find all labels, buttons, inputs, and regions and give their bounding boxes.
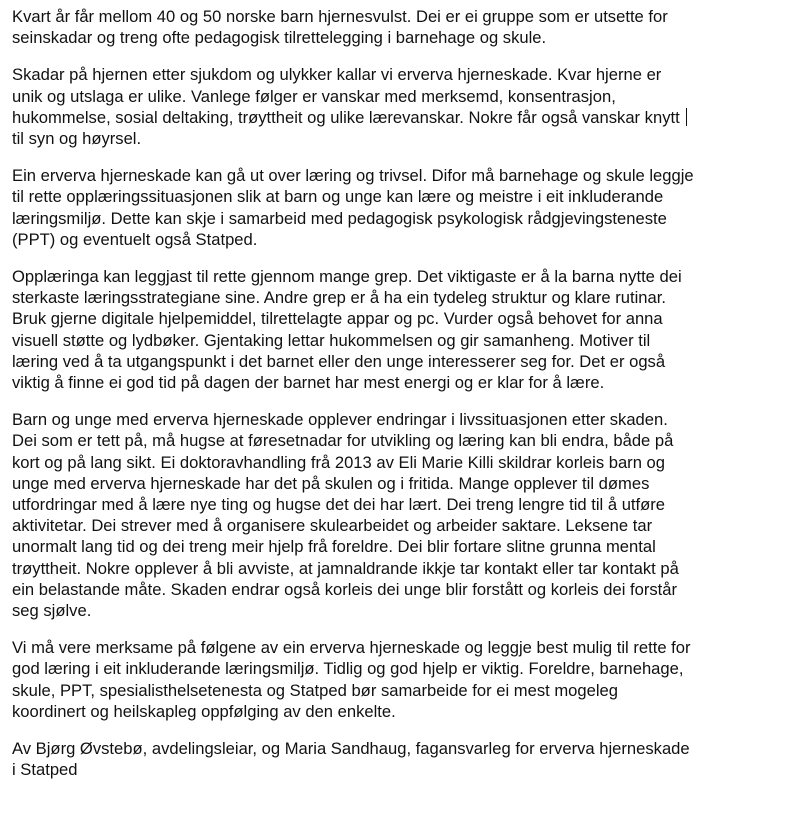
text-line: læring ved å ta utgangspunkt i det barnet eller den unge interesserer seg for. Det er også xyxy=(12,351,666,371)
paragraph-definition xyxy=(12,64,782,149)
text-line: Dei som er tett på, må hugse at føresetnadar for utvikling og læring kan bli endra, både på xyxy=(12,431,674,451)
text-line: hukommelse, sosial deltaking, trøyttheit og ulike lærevanskar. Nokre får også vanskar knytt xyxy=(12,107,680,127)
paragraph-adaptation xyxy=(12,266,782,393)
text-line: Av Bjørg Øvstebø, avdelingsleiar, og Maria Sandhaug, fagansvarleg for erverva hjerneskade xyxy=(12,739,690,759)
text-line: i Statped xyxy=(12,760,78,780)
text-line: Vi må vere merksame på følgene av ein erverva hjerneskade og leggje best mulig til rette for xyxy=(12,638,691,658)
paragraph-byline xyxy=(12,738,782,780)
text-cursor xyxy=(686,108,687,126)
text-line: trøyttheit. Nokre opplever å bli avviste, at jamnaldrande ikkje tar kontakt eller tar kontakt på xyxy=(12,558,679,578)
text-line: unik og utslaga er ulike. Vanlege følger er vanskar med merksemd, konsentrasjon, xyxy=(12,86,616,106)
text-line: seg sjølve. xyxy=(12,601,92,621)
text-line: unge med erverva hjerneskade har det på skulen og i fritida. Mange opplever til dømes xyxy=(12,473,650,493)
text-line: (PPT) og eventuelt også Statped. xyxy=(12,229,258,249)
text-line: god læring i eit inkluderande læringsmiljø. Tidlig og god hjelp er viktig. Foreldre, barnehage, xyxy=(12,659,684,679)
paragraph-conclusion xyxy=(12,637,782,722)
text-line: Kvart år får mellom 40 og 50 norske barn hjernesvulst. Dei er ei gruppe som er utsette for xyxy=(12,7,668,26)
text-line: seinskadar og treng ofte pedagogisk tilrettelegging i barnehage og skule. xyxy=(12,28,547,48)
document-body xyxy=(12,6,782,797)
text-line: Opplæringa kan leggjast til rette gjennom mange grep. Det viktigaste er å la barna nytte dei xyxy=(12,267,682,287)
text-line: læringsmiljø. Dette kan skje i samarbeid med pedagogisk psykologisk rådgjevingsteneste xyxy=(12,208,667,228)
text-line: sterkaste læringsstrategiane sine. Andre grep er å ha ein tydeleg struktur og klare rutinar. xyxy=(12,288,666,308)
text-line: visuell støtte og lydbøker. Gjentaking lettar hukommelsen og gir samanheng. Motiver til xyxy=(12,330,651,350)
paragraph-experiences xyxy=(12,409,782,621)
text-line: unormalt lang tid og dei treng meir hjelp frå foreldre. Dei blir fortare slitne grunna mental xyxy=(12,537,656,557)
text-line: skule, PPT, spesialisthelsetenesta og Statped bør samarbeide for ei mest mogeleg xyxy=(12,680,618,700)
text-line-with-caret xyxy=(12,107,782,128)
text-line: koordinert og heilskapleg oppfølging av den enkelte. xyxy=(12,701,396,721)
text-line: Skadar på hjernen etter sjukdom og ulykker kallar vi erverva hjerneskade. Kvar hjerne er xyxy=(12,65,662,85)
text-line: Bruk gjerne digitale hjelpemiddel, tilrettelagte appar og pc. Vurder også behovet for anna xyxy=(12,309,663,329)
text-line: viktig å finne ei god tid på dagen der barnet har mest energi og er klar for å lære. xyxy=(12,373,605,393)
text-line: til syn og høyrsel. xyxy=(12,129,142,149)
text-line: aktivitetar. Dei strever med å organisere skulearbeidet og arbeider saktare. Leksene tar xyxy=(12,516,653,536)
paragraph-intro xyxy=(12,6,782,48)
text-line: kort og på lang sikt. Ei doktoravhandling frå 2013 av Eli Marie Killi skildrar korleis barn og xyxy=(12,452,666,472)
text-line: Barn og unge med erverva hjerneskade opplever endringar i livssituasjonen etter skaden. xyxy=(12,410,668,430)
text-line: utfordringar med å lære nye ting og hugse det dei har lært. Dei treng lengre tid til å utføre xyxy=(12,495,666,515)
text-line: Ein erverva hjerneskade kan gå ut over læring og trivsel. Difor må barnehage og skule leggje xyxy=(12,166,694,186)
text-line: til rette opplæringssituasjonen slik at barn og unge kan lære og meistre i eit inkluderande xyxy=(12,187,664,207)
text-line: ein belastande måte. Skaden endrar også korleis dei unge blir forstått og korleis dei forstår xyxy=(12,579,678,599)
paragraph-learning xyxy=(12,165,782,250)
